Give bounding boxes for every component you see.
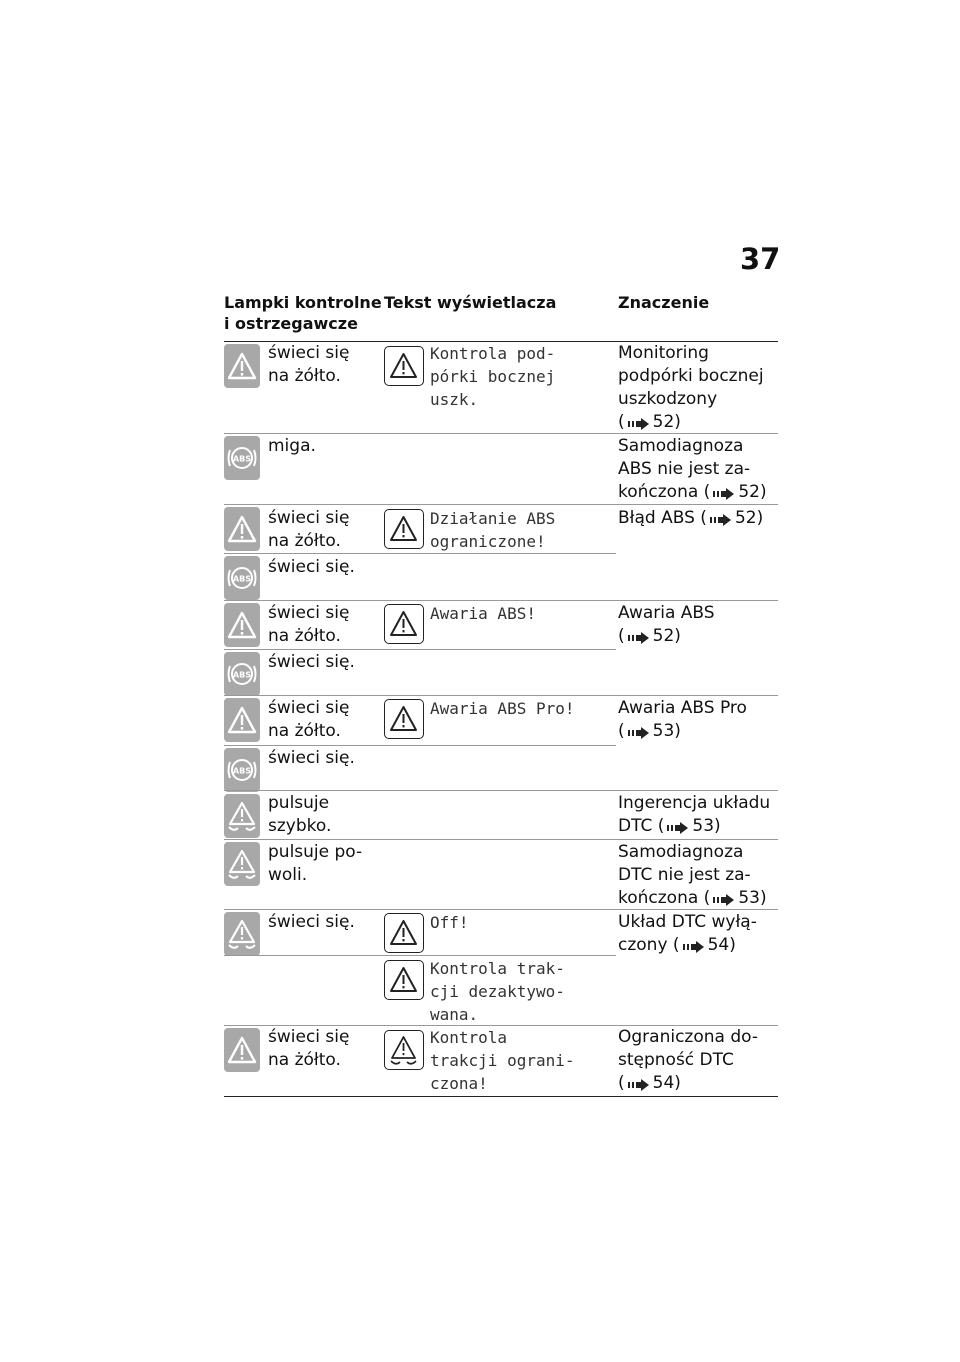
lamp-state: świeci się na żółto. — [268, 698, 350, 741]
lamp-state: świeci się na żółto. — [268, 1027, 350, 1070]
header-meaning: Znaczenie — [618, 293, 710, 312]
table-bottom-rule — [224, 1096, 778, 1097]
lamp-state: świeci się na żółto. — [268, 508, 350, 551]
display-text: Kontrola trakcji ograni- czona! — [430, 1028, 575, 1093]
page-reference-arrow-icon — [627, 629, 651, 643]
page-reference: 54) — [652, 1073, 681, 1093]
warning-triangle-icon — [224, 698, 260, 742]
page-reference-arrow-icon — [627, 1076, 651, 1090]
warning-triangle-icon — [384, 509, 424, 549]
meaning-text: Awaria ABS ( 52) — [618, 603, 715, 646]
dtc-icon — [224, 912, 260, 956]
warning-triangle-icon — [384, 346, 424, 386]
page-number: 37 — [740, 242, 781, 276]
meaning-text: Ograniczona do- stępność DTC ( 54) — [618, 1027, 758, 1093]
lamp-state: pulsuje po- woli. — [268, 842, 363, 885]
page-reference: 52) — [652, 626, 681, 646]
meaning-text: Monitoring podpórki bocznej uszkodzony ( 52) — [618, 343, 764, 432]
warning-triangle-icon — [384, 913, 424, 953]
lamp-state: pulsuje szybko. — [268, 793, 332, 836]
lamp-state: świeci się. — [268, 557, 355, 577]
warning-triangle-icon — [384, 604, 424, 644]
page-reference: 52) — [738, 482, 767, 502]
lamp-state: świeci się. — [268, 652, 355, 672]
page-reference-arrow-icon — [712, 891, 736, 905]
display-text: Off! — [430, 913, 469, 932]
display-text: Awaria ABS! — [430, 604, 536, 623]
lamp-state: świeci się. — [268, 912, 355, 932]
lamp-state: świeci się na żółto. — [268, 603, 350, 646]
page-reference: 54) — [707, 935, 736, 955]
row-divider — [224, 600, 778, 601]
row-divider — [224, 695, 778, 696]
page-reference: 53) — [652, 721, 681, 741]
row-divider — [224, 790, 778, 791]
display-text: Kontrola trak- cji dezaktywo- wana. — [430, 959, 565, 1024]
page-reference-arrow-icon — [709, 511, 733, 525]
warning-triangle-icon — [224, 603, 260, 647]
display-text: Działanie ABS ograniczone! — [430, 509, 556, 551]
page-reference-arrow-icon — [666, 819, 690, 833]
page-reference: 52) — [734, 508, 764, 528]
page-reference-arrow-icon — [627, 415, 651, 429]
meaning-text: Błąd ABS ( 52) — [618, 508, 764, 528]
page-reference-arrow-icon — [682, 938, 706, 952]
row-divider — [224, 909, 778, 910]
row-divider — [224, 839, 778, 840]
meaning-text: Ingerencja układu DTC ( 53) — [618, 793, 771, 836]
display-text: Awaria ABS Pro! — [430, 699, 575, 718]
abs-icon — [224, 556, 260, 600]
meaning-text: Układ DTC wyłą- czony ( 54) — [618, 912, 757, 955]
warning-triangle-icon — [384, 960, 424, 1000]
lamp-state: świeci się na żółto. — [268, 343, 350, 386]
warning-triangle-icon — [224, 344, 260, 388]
abs-icon — [224, 748, 260, 792]
page-reference-arrow-icon — [712, 485, 736, 499]
page-reference: 53) — [738, 888, 767, 908]
header-lamps-line2: i ostrzegawcze — [224, 314, 358, 333]
dtc-icon — [224, 842, 260, 886]
dtc-icon — [384, 1030, 424, 1070]
lamp-state: miga. — [268, 436, 316, 456]
row-divider — [224, 433, 778, 434]
warning-triangle-icon — [224, 1028, 260, 1072]
page-reference-arrow-icon — [627, 724, 651, 738]
page-reference: 52) — [652, 412, 681, 432]
meaning-text: Samodiagnoza ABS nie jest za- kończona ( 52) — [618, 436, 767, 502]
row-divider — [224, 504, 778, 505]
dtc-icon — [224, 794, 260, 838]
header-lamps-line1: Lampki kontrolne — [224, 293, 382, 312]
warning-triangle-icon — [224, 507, 260, 551]
meaning-text: Awaria ABS Pro ( 53) — [618, 698, 747, 741]
abs-icon — [224, 436, 260, 480]
row-divider — [224, 553, 616, 554]
meaning-text: Samodiagnoza DTC nie jest za- kończona ( 53) — [618, 842, 767, 908]
page-reference: 53) — [692, 816, 721, 836]
abs-icon — [224, 652, 260, 696]
lamp-state: świeci się. — [268, 748, 355, 768]
row-divider — [224, 955, 616, 956]
row-divider — [224, 745, 616, 746]
warning-triangle-icon — [384, 699, 424, 739]
header-lamps — [224, 292, 382, 334]
display-text: Kontrola pod- pórki bocznej uszk. — [430, 344, 556, 409]
header-display: Tekst wyświetlacza — [384, 293, 557, 312]
row-divider — [224, 649, 616, 650]
